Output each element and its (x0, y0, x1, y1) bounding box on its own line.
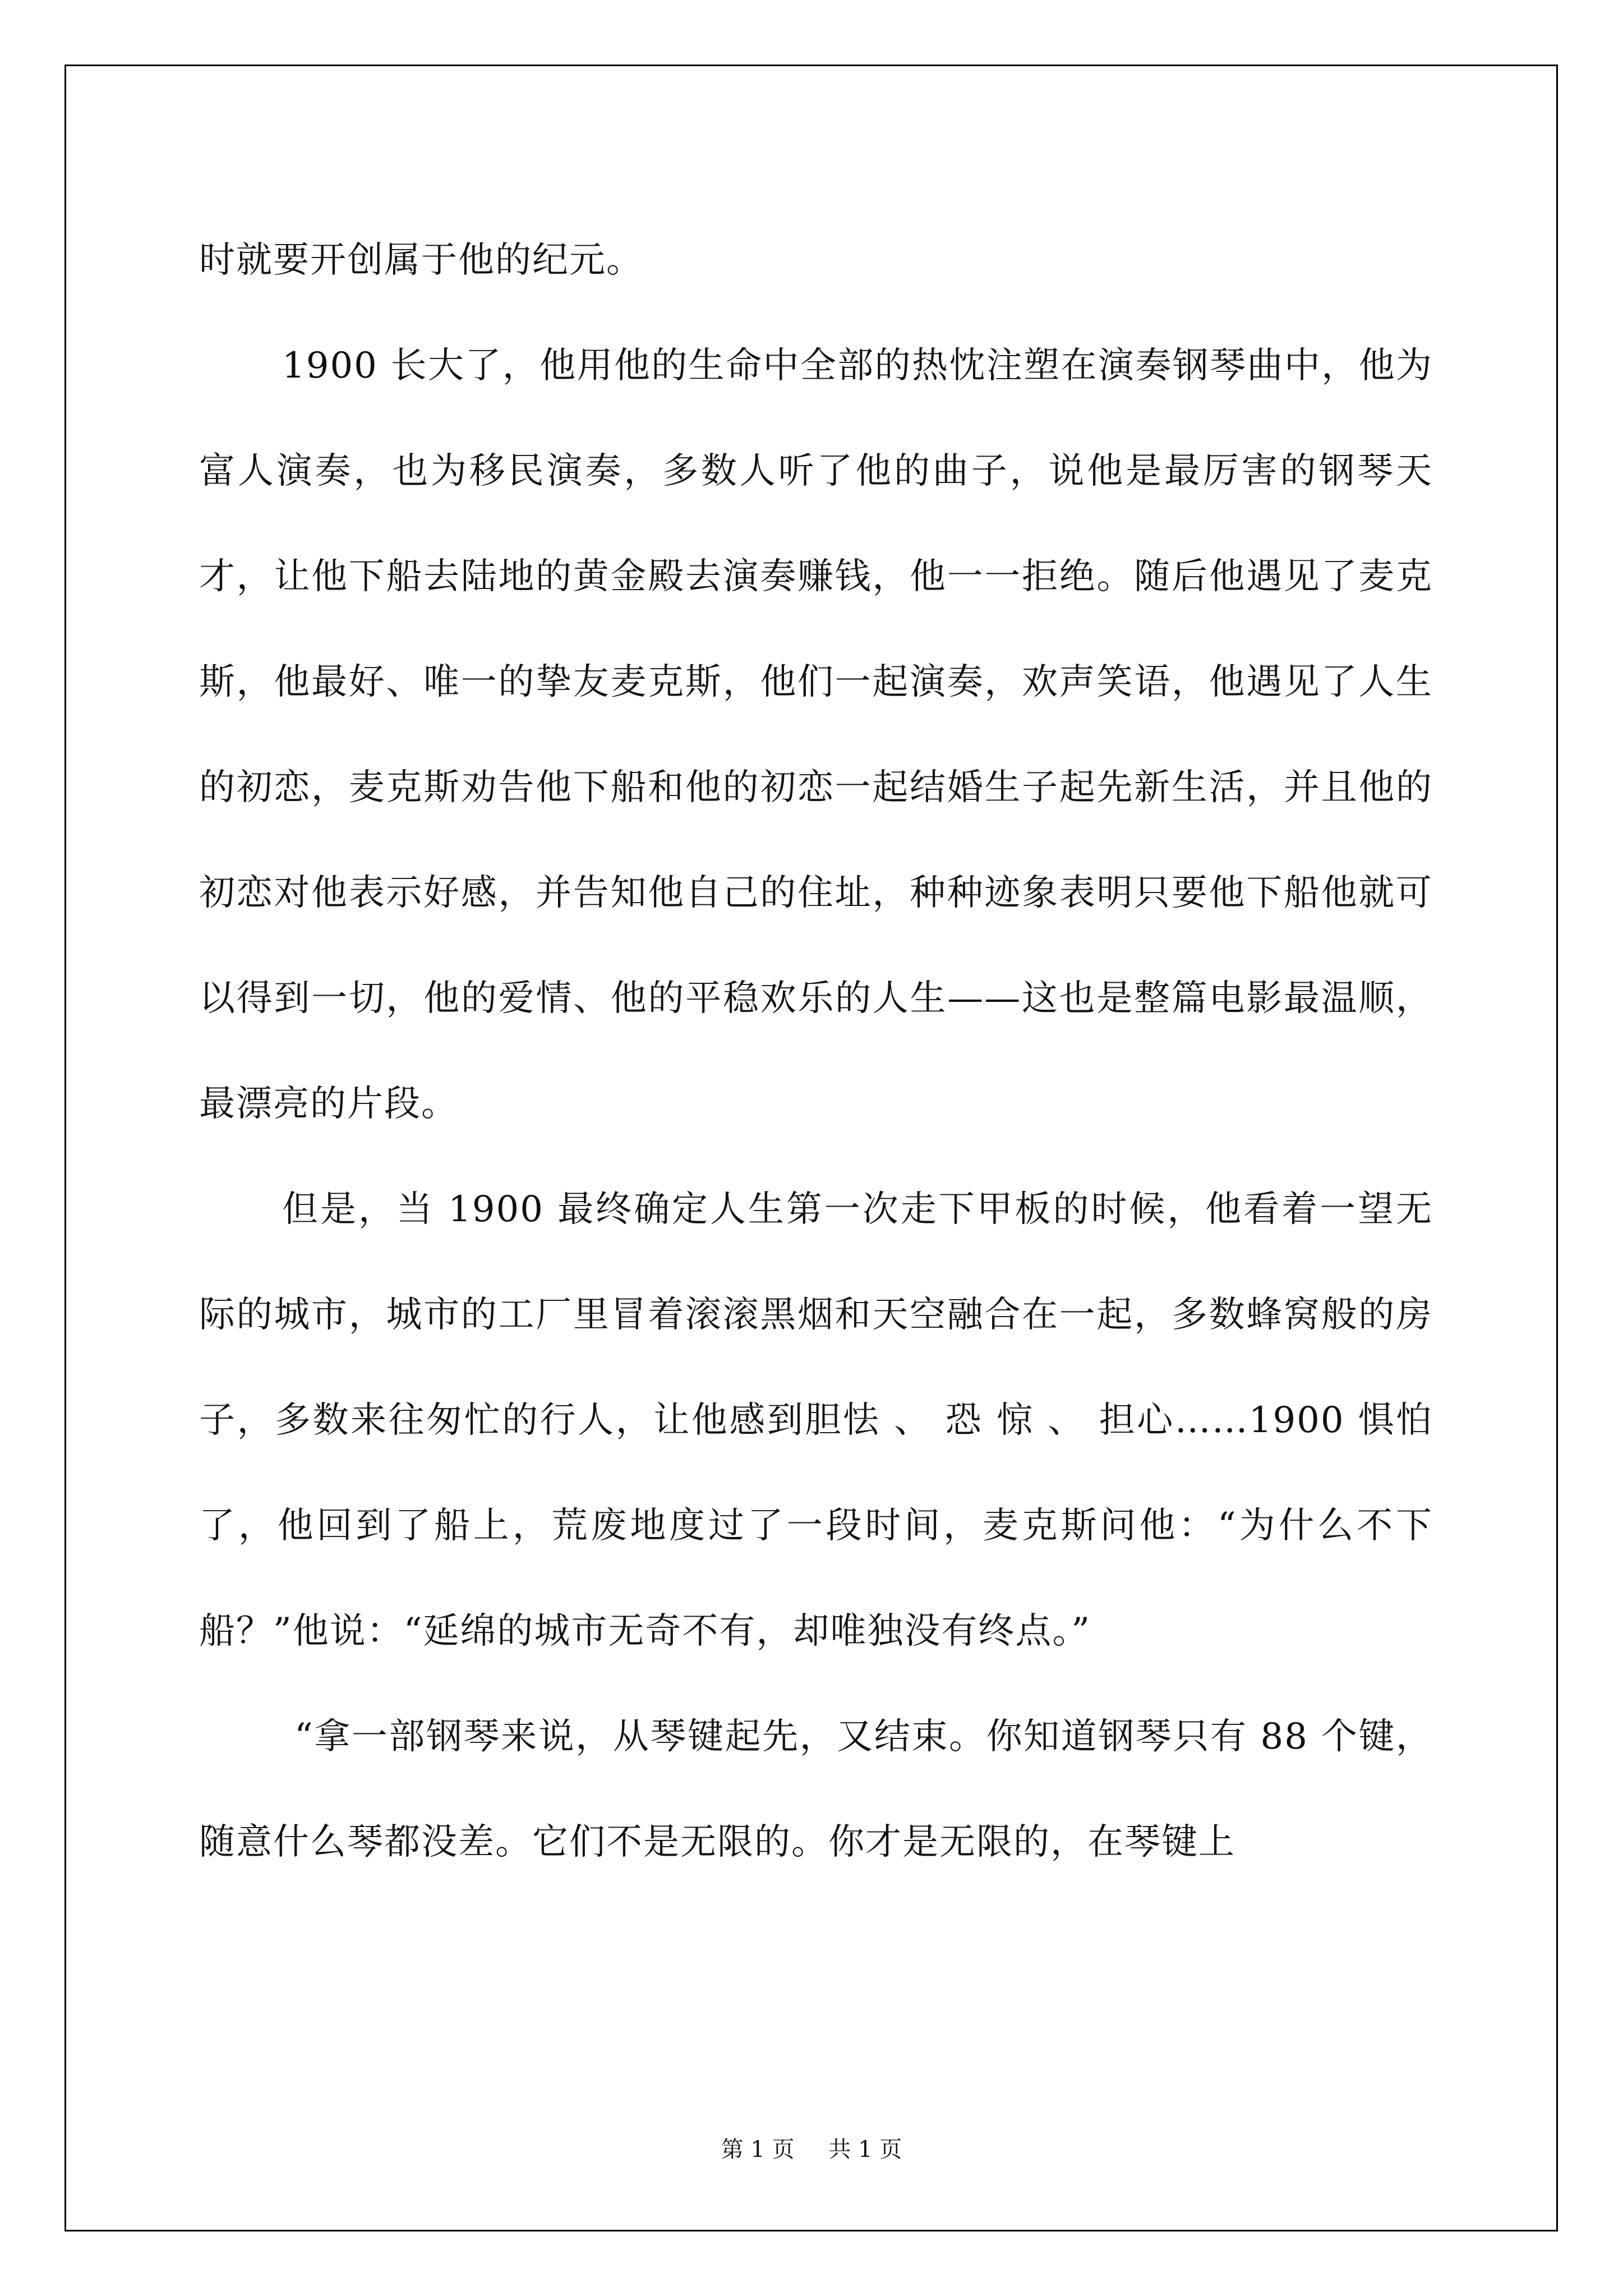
paragraph-1900-grows-up: 1900 长大了，他用他的生命中全部的热忱注塑在演奏钢琴曲中，他为富人演奏，也为移民演奏，多数人听了他的曲子，说他是最厉害的钢琴天才，让他下船去陆地的黄金殿去演奏赚钱，他一一拒绝。随后他遇见了麦克斯，他最好、唯一的挚友麦克斯，他们一起演奏，欢声笑语，他遇见了人生的初恋，麦克斯劝告他下船和他的初恋一起结婚生子起先新生活，并且他的初恋对他表示好感，并告知他自己的住址，种种迹象表明只要他下船他就可以得到一切，他的爱情、他的平稳欢乐的人生——这也是整篇电影最温顺，最漂亮的片段。 (199, 345, 1433, 1125)
page-footer (0, 2132, 1623, 2164)
page-total: 共 1 页 (828, 2137, 902, 2162)
paragraph-leaving-ship: 但是，当 1900 最终确定人生第一次走下甲板的时候，他看着一望无际的城市，城市的工厂里冒着滚滚黑烟和天空融合在一起，多数蜂窝般的房子，多数来往匆忙的行人，让他感到胆怯 、 恐 惊 、 担心……1900 惧怕了，他回到了船上，荒废地度过了一段时间，麦克斯问他：“为什么不下船？”他说：“延绵的城市无奇不有，却唯独没有终点。” (199, 1189, 1433, 1652)
page-number: 第 1 页 (721, 2137, 795, 2162)
paragraph-continuation: 时就要开创属于他的纪元。 (199, 240, 643, 281)
paragraph-piano-quote: “拿一部钢琴来说，从琴键起先，又结束。你知道钢琴只有 88 个键，随意什么琴都没差。它们不是无限的。你才是无限的，在琴键上 (199, 1716, 1433, 1863)
document-body (199, 208, 1433, 1895)
